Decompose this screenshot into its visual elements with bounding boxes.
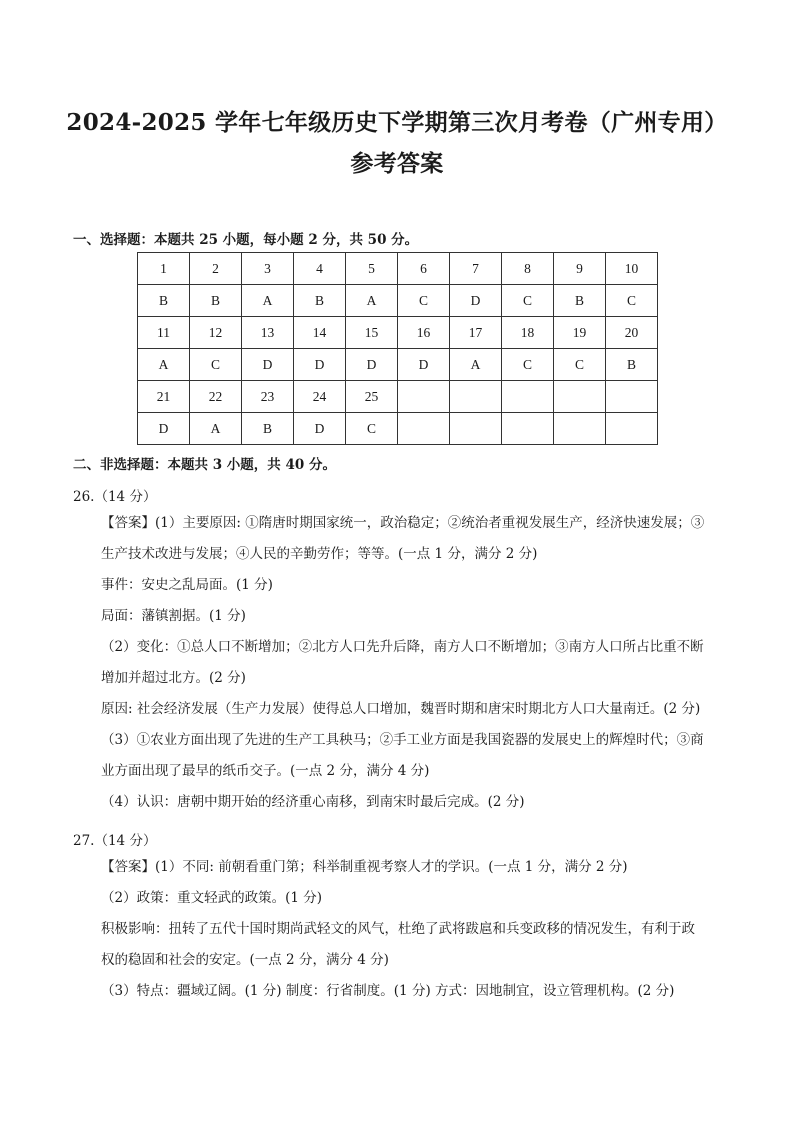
answer-line: 权的稳固和社会的安定。(一点 2 分，满分 4 分) [101, 952, 389, 968]
answer-cell [554, 413, 606, 445]
answer-cell [606, 413, 658, 445]
answer-cell: D [398, 349, 450, 381]
answer-cell: D [294, 413, 346, 445]
question-number-cell: 1 [138, 253, 190, 285]
answer-cell: A [138, 349, 190, 381]
answer-table-row [138, 317, 658, 349]
answer-line: （4）认识：唐朝中期开始的经济重心南移，到南宋时最后完成。(2 分) [101, 794, 525, 810]
answer-cell: C [346, 413, 398, 445]
question-number-cell: 23 [242, 381, 294, 413]
answer-cell: B [242, 413, 294, 445]
answer-cell [502, 413, 554, 445]
answer-cell: B [138, 285, 190, 317]
section-1-heading: 一、选择题：本题共 25 小题，每小题 2 分，共 50 分。 [73, 232, 419, 248]
answer-table-row [138, 413, 658, 445]
answer-cell: B [294, 285, 346, 317]
answer-line: 生产技术改进与发展；④人民的辛勤劳作；等等。(一点 1 分，满分 2 分) [101, 546, 538, 562]
question-number-cell: 8 [502, 253, 554, 285]
answer-cell: D [346, 349, 398, 381]
answer-cell: D [138, 413, 190, 445]
question-number-cell: 3 [242, 253, 294, 285]
answer-cell [398, 413, 450, 445]
answer-line: 增加并超过北方。(2 分) [101, 670, 246, 686]
question-number-cell [450, 381, 502, 413]
answer-line: 积极影响：扭转了五代十国时期尚武轻文的风气，杜绝了武将跋扈和兵变政移的情况发生，有利于政 [101, 921, 695, 937]
question-26-header: 26.（14 分） [73, 489, 157, 505]
question-27-header: 27.（14 分） [73, 833, 157, 849]
answer-line: 【答案】(1）主要原因: ①隋唐时期国家统一，政治稳定；②统治者重视发展生产，经济快速发展；③ [101, 515, 705, 531]
question-number-cell [606, 381, 658, 413]
question-number-cell: 18 [502, 317, 554, 349]
question-number-cell [398, 381, 450, 413]
answer-table [137, 252, 658, 445]
answer-cell: C [398, 285, 450, 317]
answer-cell: A [346, 285, 398, 317]
question-number-cell [502, 381, 554, 413]
question-26-answer [101, 508, 723, 818]
answer-table-row [138, 285, 658, 317]
question-number-cell: 25 [346, 381, 398, 413]
answer-line: 事件：安史之乱局面。(1 分) [101, 577, 273, 593]
answer-cell: B [554, 285, 606, 317]
page-subtitle: 参考答案 [350, 150, 444, 177]
question-number-cell: 7 [450, 253, 502, 285]
answer-line: 原因: 社会经济发展（生产力发展）使得总人口增加，魏晋时期和唐宋时期北方人口大量南迁。(2 分) [101, 701, 701, 717]
answer-table-row [138, 253, 658, 285]
answer-cell: C [502, 285, 554, 317]
question-number-cell: 2 [190, 253, 242, 285]
question-number-cell: 5 [346, 253, 398, 285]
answer-cell: C [606, 285, 658, 317]
question-number-cell: 12 [190, 317, 242, 349]
question-number-cell: 24 [294, 381, 346, 413]
answer-cell: D [450, 285, 502, 317]
question-number-cell: 21 [138, 381, 190, 413]
question-27-answer [101, 852, 723, 1007]
question-number-cell: 19 [554, 317, 606, 349]
section-2-heading: 二、非选择题：本题共 3 小题，共 40 分。 [73, 457, 336, 473]
answer-cell: B [190, 285, 242, 317]
answer-table-row [138, 381, 658, 413]
question-number-cell: 15 [346, 317, 398, 349]
answer-cell: C [554, 349, 606, 381]
answer-cell: A [242, 285, 294, 317]
question-number-cell: 22 [190, 381, 242, 413]
question-number-cell: 11 [138, 317, 190, 349]
answer-cell [450, 413, 502, 445]
question-number-cell: 14 [294, 317, 346, 349]
answer-line: （3）①农业方面出现了先进的生产工具秧马；②手工业方面是我国瓷器的发展史上的辉煌时代；③商 [101, 732, 704, 748]
answer-cell: A [450, 349, 502, 381]
answer-cell: C [190, 349, 242, 381]
answer-line: 局面：藩镇割据。(1 分) [101, 608, 246, 624]
question-number-cell: 13 [242, 317, 294, 349]
answer-line: （2）政策：重文轻武的政策。(1 分) [101, 890, 323, 906]
question-number-cell: 10 [606, 253, 658, 285]
question-number-cell: 6 [398, 253, 450, 285]
answer-cell: C [502, 349, 554, 381]
answer-cell: D [294, 349, 346, 381]
question-number-cell [554, 381, 606, 413]
answer-table-row [138, 349, 658, 381]
answer-cell: D [242, 349, 294, 381]
answer-line: 业方面出现了最早的纸币交子。(一点 2 分，满分 4 分) [101, 763, 430, 779]
question-number-cell: 17 [450, 317, 502, 349]
answer-line: （3）特点：疆域辽阔。(1 分) 制度：行省制度。(1 分) 方式：因地制宜，设立管理机构。(2 分) [101, 983, 675, 999]
page-title: 2024-2025 学年七年级历史下学期第三次月考卷（广州专用） [66, 109, 728, 136]
answer-cell: B [606, 349, 658, 381]
question-number-cell: 4 [294, 253, 346, 285]
answer-line: （2）变化：①总人口不断增加；②北方人口先升后降，南方人口不断增加；③南方人口所占比重不断 [101, 639, 704, 655]
answer-line: 【答案】(1）不同: 前朝看重门第；科举制重视考察人才的学识。(一点 1 分，满分 2 分) [101, 859, 628, 875]
answer-cell: A [190, 413, 242, 445]
question-number-cell: 20 [606, 317, 658, 349]
question-number-cell: 9 [554, 253, 606, 285]
question-number-cell: 16 [398, 317, 450, 349]
